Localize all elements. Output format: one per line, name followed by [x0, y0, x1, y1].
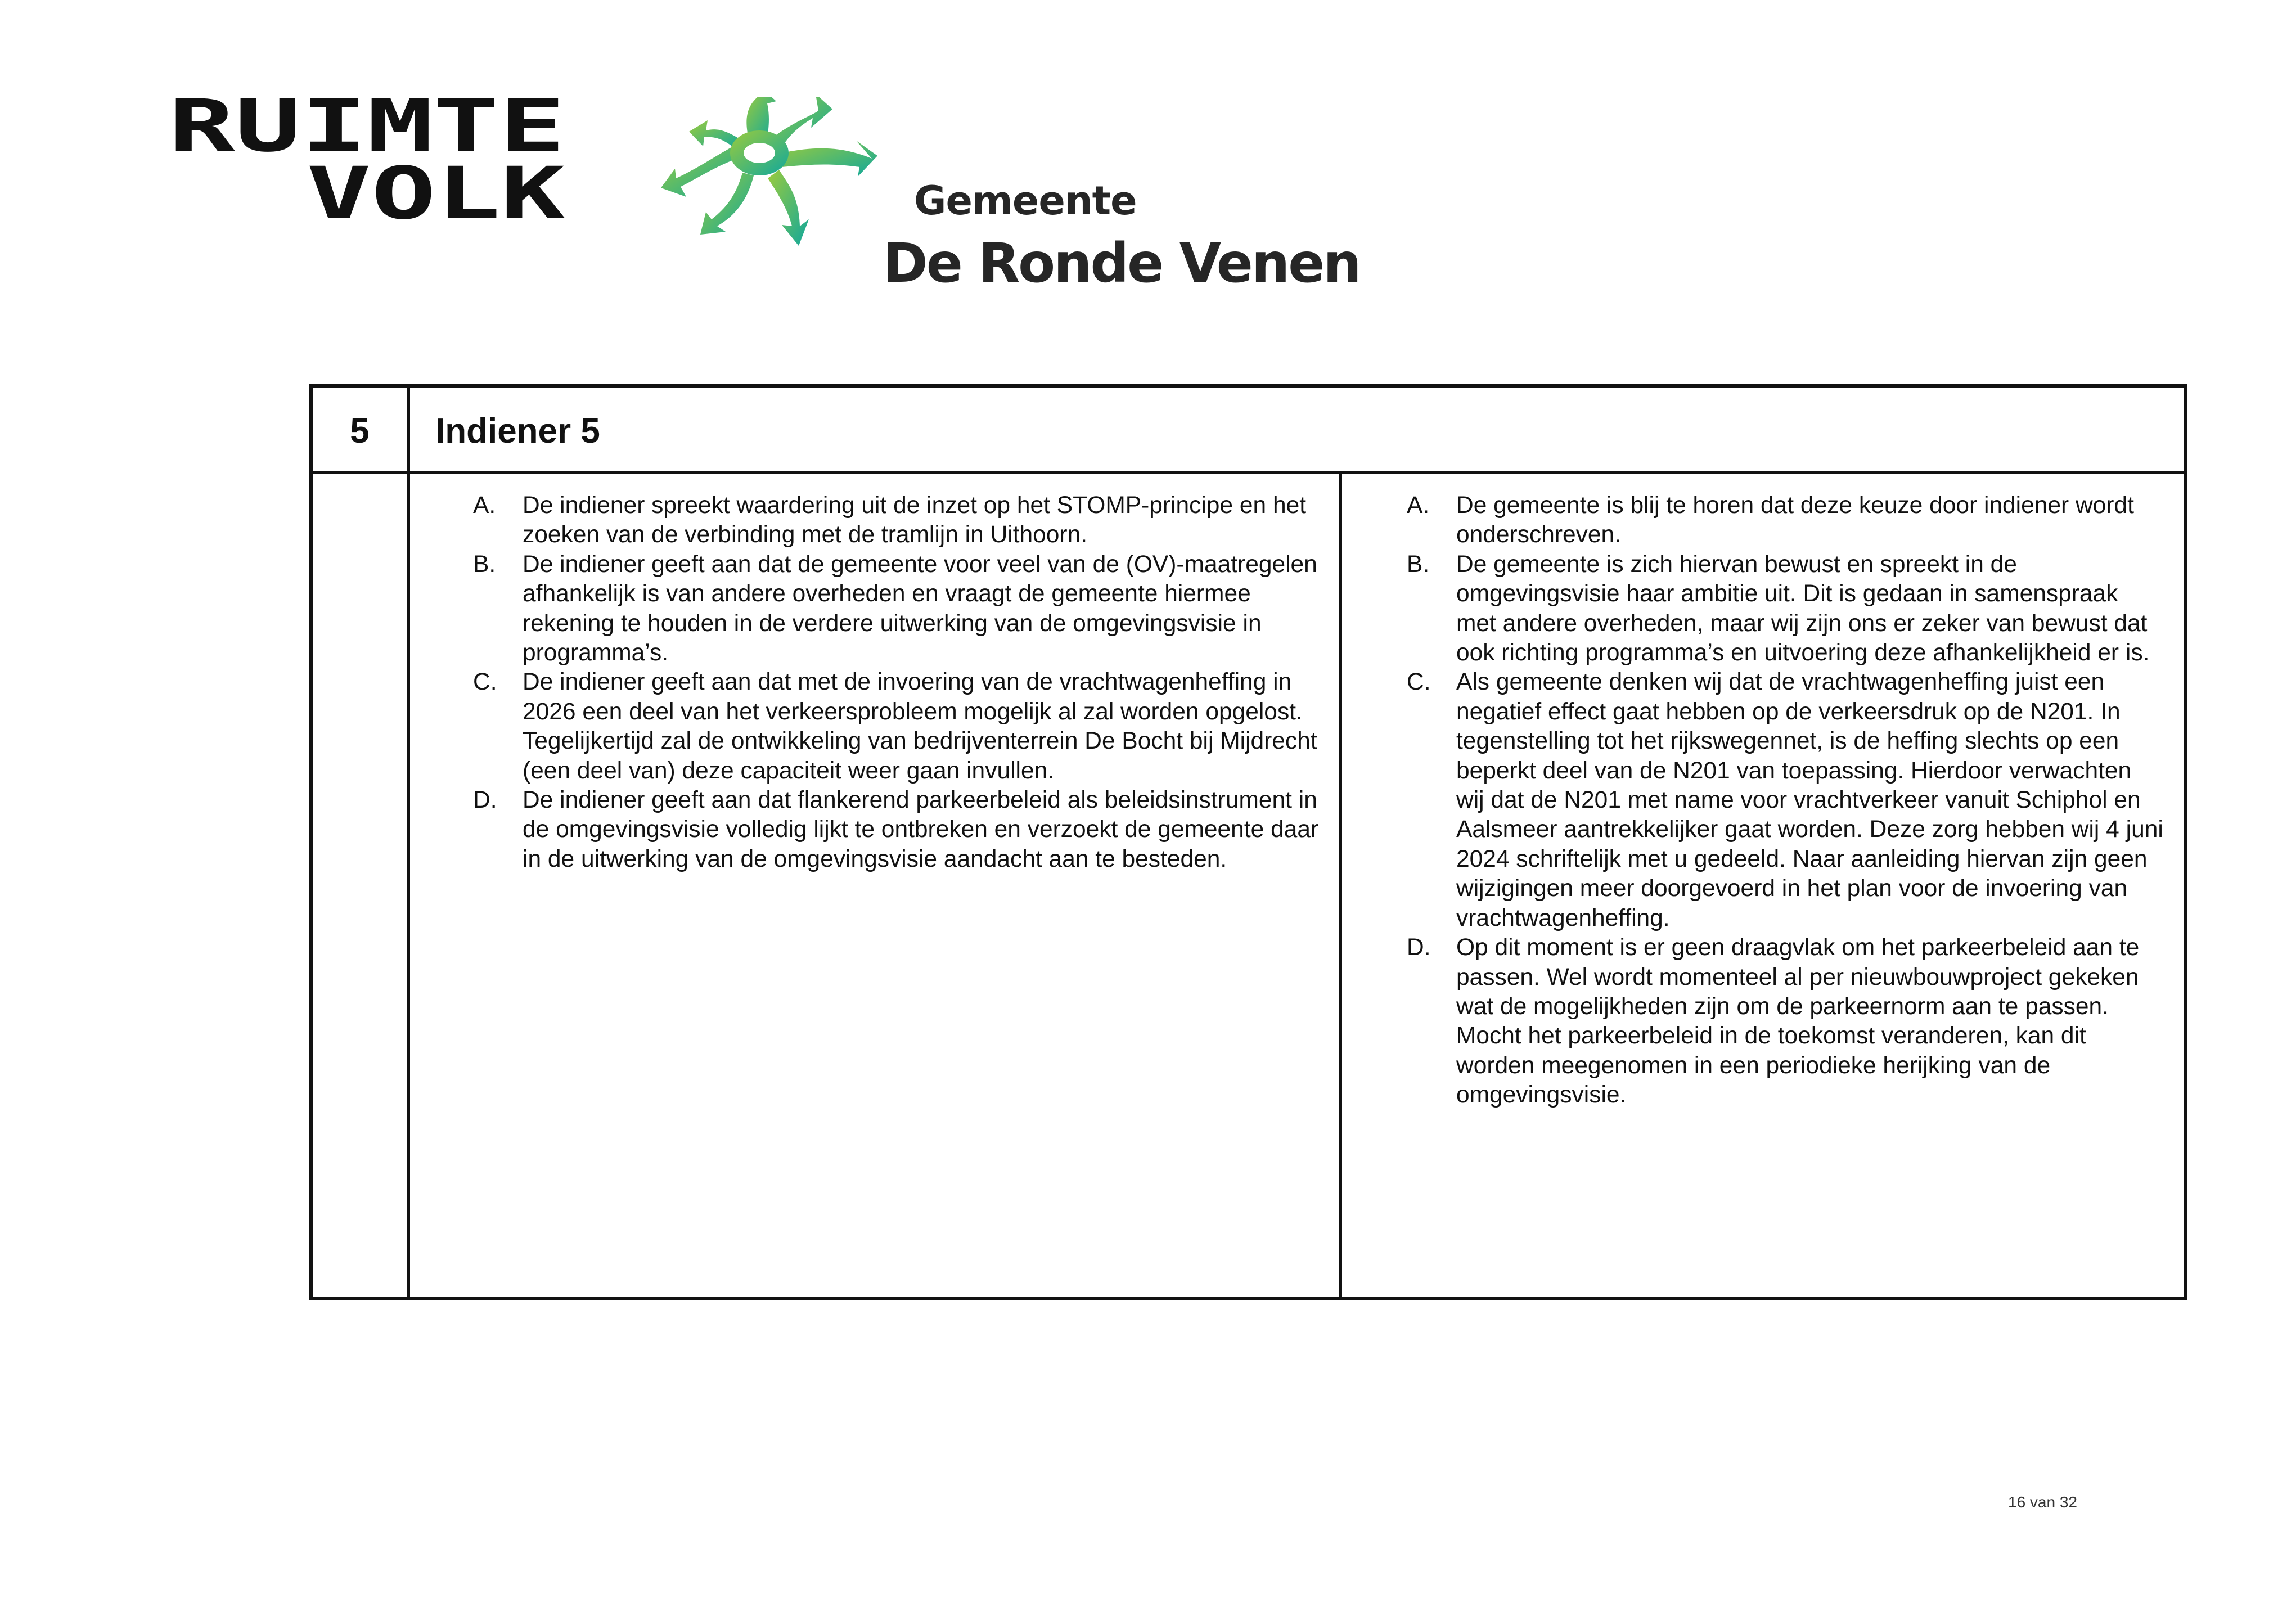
list-item-text: De gemeente is blij te horen dat deze keuze door indiener wordt onderschreven. — [1456, 492, 2134, 548]
response-table — [309, 384, 2187, 1300]
list-item-text: Op dit moment is er geen draagvlak om het parkeerbeleid aan te passen. Wel wordt momenteel al per nieuwbouwproject gekeken wat de mogelijkheden zijn om de parkeernorm aan te passen. Mocht het parkeerbeleid in de toekomst veranderen, kan dit worden meegenomen in een periodieke herijking van de omgevingsvisie. — [1456, 934, 2140, 1109]
gemeente-logo-line2: De Ronde Venen — [883, 232, 1360, 295]
list-item-text: De indiener geeft aan dat de gemeente voor veel van de (OV)-maatregelen afhankelijk is van andere overheden en vraagt de gemeente hiermee rekening te houden in de verdere uitwerking van de omgevingsvisie in programma’s. — [523, 551, 1317, 667]
list-item-letter: D. — [1407, 934, 1431, 961]
submission-list — [473, 491, 1342, 874]
list-item-text: De indiener geeft aan dat flankerend parkeerbeleid als beleidsinstrument in de omgevingsvisie volledig lijkt te ontbreken en verzoekt de gemeente daar in de uitwerking van de omgevingsvisie aandacht aan te besteden. — [523, 787, 1319, 872]
list-item — [1407, 550, 2163, 668]
list-item — [1407, 668, 2163, 933]
list-item — [473, 550, 1342, 668]
list-item-text: Als gemeente denken wij dat de vrachtwagenheffing juist een negatief effect gaat hebben op de verkeersdruk op de N201. In tegenstelling tot het rijkswegennet, is de heffing slechts op een beperkt deel van de N201 van toepassing. Hierdoor verwachten wij dat de N201 met name voor vrachtverkeer vanuit Schiphol en Aalsmeer aantrekkelijker gaat worden. Deze zorg hebben wij 4 juni 2024 schriftelijk met u gedeeld. Naar aanleiding hiervan zijn geen wijzigingen meer doorgevoerd in het plan voor de invoering van vrachtwagenheffing. — [1456, 669, 2163, 931]
gemeente-logo-line1: Gemeente — [914, 178, 1137, 224]
list-item-letter: B. — [473, 551, 496, 578]
svg-text:RUIMTE: RUIMTE — [169, 94, 565, 168]
ruimtevolk-logo — [169, 94, 568, 221]
list-item — [473, 786, 1342, 874]
response-list — [1407, 491, 2163, 1110]
list-item-letter: C. — [1407, 669, 1431, 696]
list-item — [473, 668, 1342, 786]
list-item — [473, 491, 1342, 550]
submitter-number: 5 — [350, 411, 370, 451]
list-item-letter: D. — [473, 787, 497, 814]
gemeente-star-icon — [652, 97, 889, 260]
svg-text:VOLK: VOLK — [307, 152, 565, 221]
submitter-heading: Indiener 5 — [435, 411, 600, 451]
table-number-divider — [407, 388, 410, 1297]
list-item-letter: A. — [473, 492, 496, 519]
list-item-text: De indiener spreekt waardering uit de inzet op het STOMP-principe en het zoeken van de verbinding met de tramlijn in Uithoorn. — [523, 492, 1307, 548]
page-number: 16 van 32 — [2008, 1493, 2077, 1511]
list-item-letter: A. — [1407, 492, 1430, 519]
list-item-letter: B. — [1407, 551, 1430, 578]
list-item — [1407, 933, 2163, 1110]
list-item-letter: C. — [473, 669, 497, 696]
list-item-text: De indiener geeft aan dat met de invoering van de vrachtwagenheffing in 2026 een deel van het verkeersprobleem mogelijk al zal worden opgelost. Tegelijkertijd zal de ontwikkeling van bedrijventerrein De Bocht bij Mijdrecht (een deel van) deze capaciteit weer gaan invullen. — [523, 669, 1317, 784]
list-item — [1407, 491, 2163, 550]
list-item-text: De gemeente is zich hiervan bewust en spreekt in de omgevingsvisie haar ambitie uit. Dit is gedaan in samenspraak met andere overheden, maar wij zijn ons er zeker van bewust dat ook richting programma’s en uitvoering deze afhankelijkheid er is. — [1456, 551, 2150, 667]
